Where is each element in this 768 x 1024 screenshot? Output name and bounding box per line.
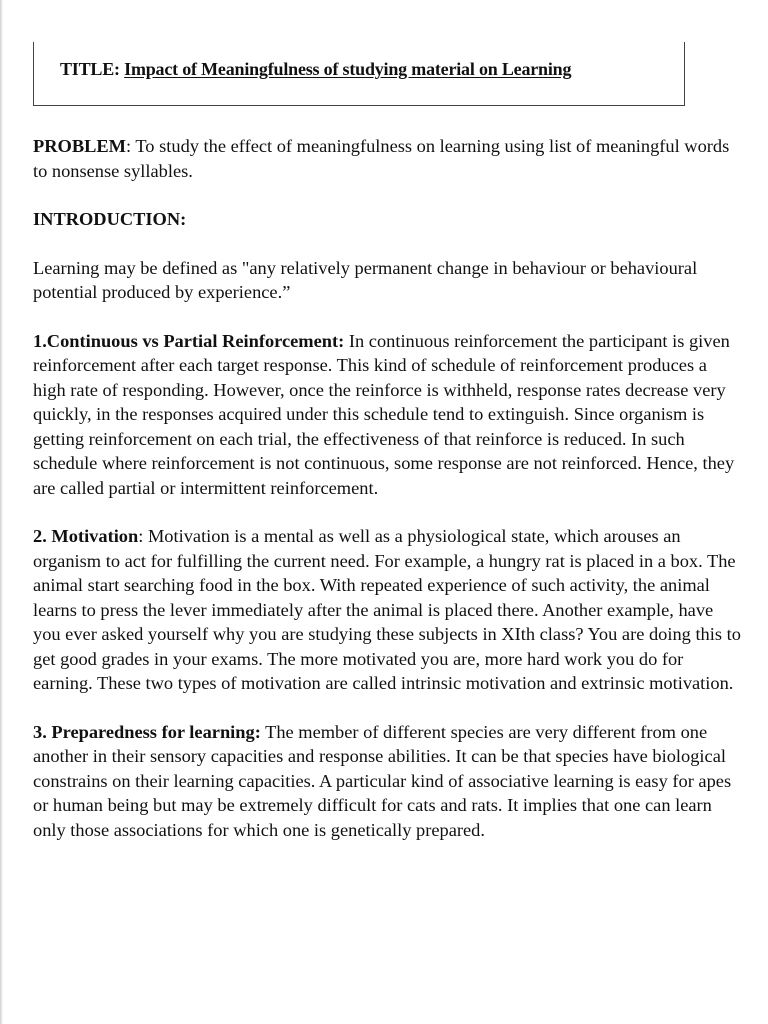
title-label: TITLE:	[60, 59, 120, 79]
introduction-heading: INTRODUCTION:	[33, 209, 187, 229]
problem-paragraph	[33, 134, 743, 183]
document-body	[33, 134, 743, 866]
section-label: 3. Preparedness for learning:	[33, 721, 261, 742]
section-continuous-reinforcement	[33, 329, 743, 501]
section-text: In continuous reinforcement the participant is given reinforcement after each target response. This kind of schedule of reinforcement produces a high rate of responding. However, once the reinforce is withheld, response rates decrease very quickly, in the responses acquired under this schedule tend to extinguish. Since organism is getting reinforcement on each trial, the effectiveness of that reinforce is reduced. In such schedule where reinforcement is not continuous, some response are not reinforced. Hence, they are called partial or intermittent reinforcement.	[33, 330, 735, 498]
page-edge	[0, 0, 3, 1024]
section-text: : Motivation is a mental as well as a physiological state, which arouses an organism to act for fulfilling the current need. For example, a hungry rat is placed in a box. The animal start searching food in the box. With repeated experience of such activity, the animal learns to press the lever immediately after the animal is placed there. Another example, have you ever asked yourself why you are studying these subjects in XIth class? You are doing this to get good grades in your exams. The more motivated you are, more hard work you do for earning. These two types of motivation are called intrinsic motivation and extrinsic motivation.	[33, 526, 741, 693]
problem-label: PROBLEM	[33, 136, 126, 156]
title-text: Impact of Meaningfulness of studying material on Learning	[124, 59, 572, 79]
section-label: 1.Continuous vs Partial Reinforcement:	[33, 330, 345, 351]
introduction-paragraph: Learning may be defined as "any relatively permanent change in behaviour or behavioural potential produced by experience.”	[33, 257, 698, 302]
title-line	[60, 59, 571, 80]
section-label: 2. Motivation	[33, 526, 139, 546]
section-motivation	[33, 524, 743, 696]
section-preparedness	[33, 720, 743, 843]
section-text: The member of different species are very different from one another in their sensory capacities and response abilities. It can be that species have biological constrains on their learning capacities. A particular kind of associative learning is easy for apes or human being but may be extremely difficult for cats and rats. It implies that one can learn only those associations for which one is genetically prepared.	[33, 721, 732, 840]
problem-text: : To study the effect of meaningfulness on learning using list of meaningful words to nonsense syllables.	[33, 136, 730, 181]
